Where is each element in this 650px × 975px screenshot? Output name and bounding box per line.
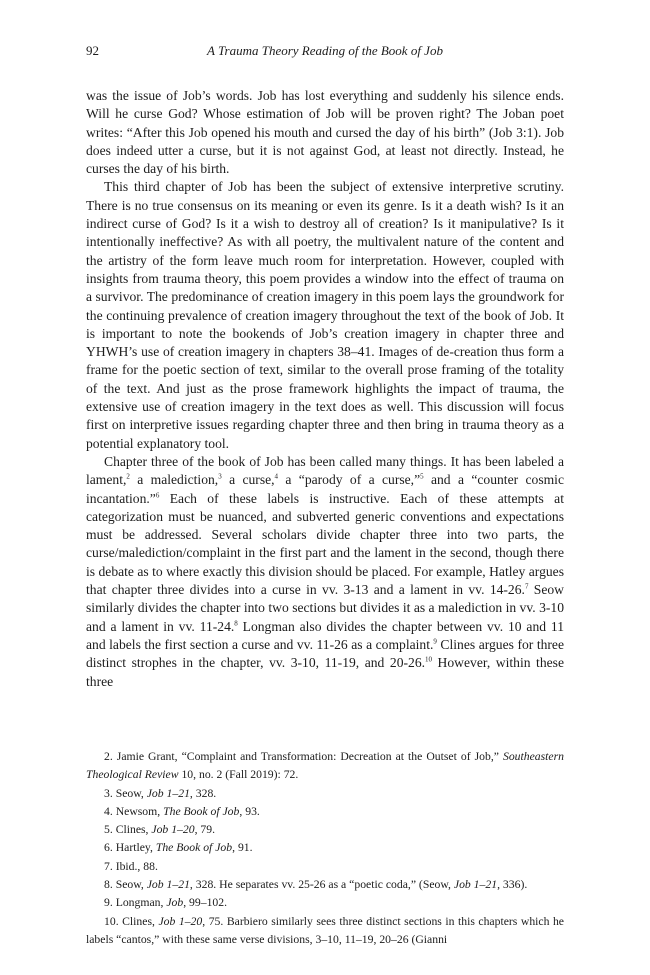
- footnote-text: , 79.: [194, 823, 216, 837]
- footnote-text: 3. Seow,: [104, 786, 147, 800]
- footnote-10: [86, 913, 564, 950]
- footnote-title: Southeastern Theological Review: [86, 750, 564, 782]
- paragraph-1: was the issue of Job’s words. Job has lost everything and suddenly his silence ends. Will he curse God? Whose estimation of Job will be proven right? The Joban poet writes: “After this Job opened his mouth and cursed the day of his birth” (Job 3:1). Job does indeed utter a curse, but it is not against God, at least not directly. Instead, he curses the day of his birth.: [86, 88, 564, 177]
- text-span: Seow similarly divides the chapter into two sections but divides it as a malediction in vv. 3-10 and a lament in vv. 11-24.: [86, 582, 564, 634]
- footnote-text: , 328.: [189, 786, 217, 800]
- footnote-7: 7. Ibid., 88.: [104, 859, 158, 873]
- paragraph-2: This third chapter of Job has been the subject of extensive interpretive scrutiny. There is no true consensus on its meaning or even its genre. Is it a death wish? Is it an indirect curse of God? Is it a wish to destroy all of creation? Is it manipulative? Is it intentionally ineffective? As with all poetry, the multivalent nature of the content and the artistry of the form leave much room for interpretation. However, coupled with insights from trauma theory, this poem provides a window into the effect of trauma on a survivor. The predominance of creation imagery in this poem lays the groundwork for the continuing prevalence of creation imagery throughout the text of the book of Job. It is important to note the bookends of Job’s creation imagery in chapter three and YHWH’s use of creation imagery in chapters 38–41. Images of de-creation thus form a frame for the poetic section of text, similar to the overall prose framing of the totality of the text. And just as the prose framework highlights the impact of trauma, the extensive use of creation imagery in the text does as well. This discussion will focus first on interpretive issues regarding chapter three and then bring in trauma theory as a potential explanatory tool.: [86, 179, 564, 451]
- main-text: [86, 87, 564, 691]
- text-span: Clines argues for three distinct strophes in the chapter, vv. 3-10, 11-19, and 20-26.: [86, 636, 564, 671]
- footnote-ref: 8: [234, 619, 238, 628]
- text-span: a malediction,: [129, 472, 219, 488]
- footnote-title: Job 1–20: [158, 914, 203, 928]
- footnote-9: [86, 894, 564, 912]
- footnote-text: , 336).: [497, 878, 528, 892]
- footnote-ref: 9: [433, 637, 437, 646]
- footnote-title: Job: [166, 896, 184, 910]
- footnote-ref: 5: [420, 472, 424, 481]
- text-span: However, within these three: [86, 655, 564, 689]
- footnote-text: 8. Seow,: [104, 878, 147, 892]
- footnote-2: [86, 748, 564, 785]
- footnote-text: , 91.: [232, 841, 253, 855]
- footnote-title: Job 1–21: [146, 878, 190, 892]
- footnote-title: Job 1–20: [151, 823, 195, 837]
- running-title: A Trauma Theory Reading of the Book of Job: [207, 43, 443, 58]
- page-number: 92: [86, 43, 99, 58]
- footnote-text: , 93.: [239, 804, 260, 818]
- footnote-5: [86, 821, 564, 839]
- paragraph-3: [86, 453, 564, 691]
- footnote-ref: 2: [126, 472, 130, 481]
- text-span: Each of these labels is instructive. Each of these attempts at categorization must be nuanced, and subverted generic conventions and expectations must be addressed. Several scholars divide chapter three into two parts, the curse/malediction/complaint in the first part and the lament in the second, though there is debate as to where exactly this division should be placed. For example, Hatley argues that chapter three divides into a curse in vv. 3-13 and a lament in vv. 14-26.: [86, 490, 564, 598]
- footnote-text: , 99–102.: [183, 896, 228, 910]
- footnote-title: The Book of Job: [163, 804, 240, 818]
- footnote-text: 10. Clines,: [104, 914, 159, 928]
- footnote-6: [86, 839, 564, 857]
- footnote-title: Job 1–21: [453, 878, 498, 892]
- footnote-text: 4. Newsom,: [104, 804, 164, 818]
- footnote-3: [86, 785, 564, 803]
- footnote-ref: 7: [524, 582, 529, 591]
- text-span: Chapter three of the book of Job has been called many things. It has been labeled a lament,: [86, 453, 564, 488]
- footnote-text: , 328. He separates vv. 25-26 as a “poetic coda,” (Seow,: [189, 878, 454, 892]
- text-span: and a “counter cosmic incantation.”: [86, 472, 564, 506]
- footnote-text: 10, no. 2 (Fall 2019): 72.: [178, 768, 299, 782]
- footnote-text: 5. Clines,: [104, 823, 152, 837]
- footnote-ref: 10: [425, 655, 433, 664]
- text-span: a “parody of a curse,”: [278, 472, 421, 488]
- footnote-text: 2. Jamie Grant, “Complaint and Transformation: Decreation at the Outset of Job,”: [104, 750, 503, 763]
- footnote-text: 6. Hartley,: [104, 841, 156, 855]
- text-span: Longman also divides the chapter between vv. 10 and 11 and labels the first section a curse and vv. 11-26 as a complaint.: [86, 618, 565, 652]
- footnote-8: [86, 876, 564, 894]
- footnote-ref: 3: [218, 472, 222, 481]
- text-span: a curse,: [221, 472, 275, 488]
- footnote-title: The Book of Job: [155, 841, 233, 855]
- footnotes: [86, 748, 564, 949]
- footnote-ref: 6: [155, 491, 160, 499]
- footnote-title: Job 1–21: [146, 786, 190, 800]
- footnote-text: 9. Longman,: [104, 896, 167, 910]
- footnote-text: , 75. Barbiero similarly sees three distinct sections in this chapters which he labels “cantos,” with these same verse divisions, 3–10, 11–19, 20–26 (Gianni: [86, 914, 564, 946]
- page-header: [86, 43, 564, 63]
- footnote-ref: 4: [274, 472, 279, 481]
- footnote-4: [86, 803, 564, 821]
